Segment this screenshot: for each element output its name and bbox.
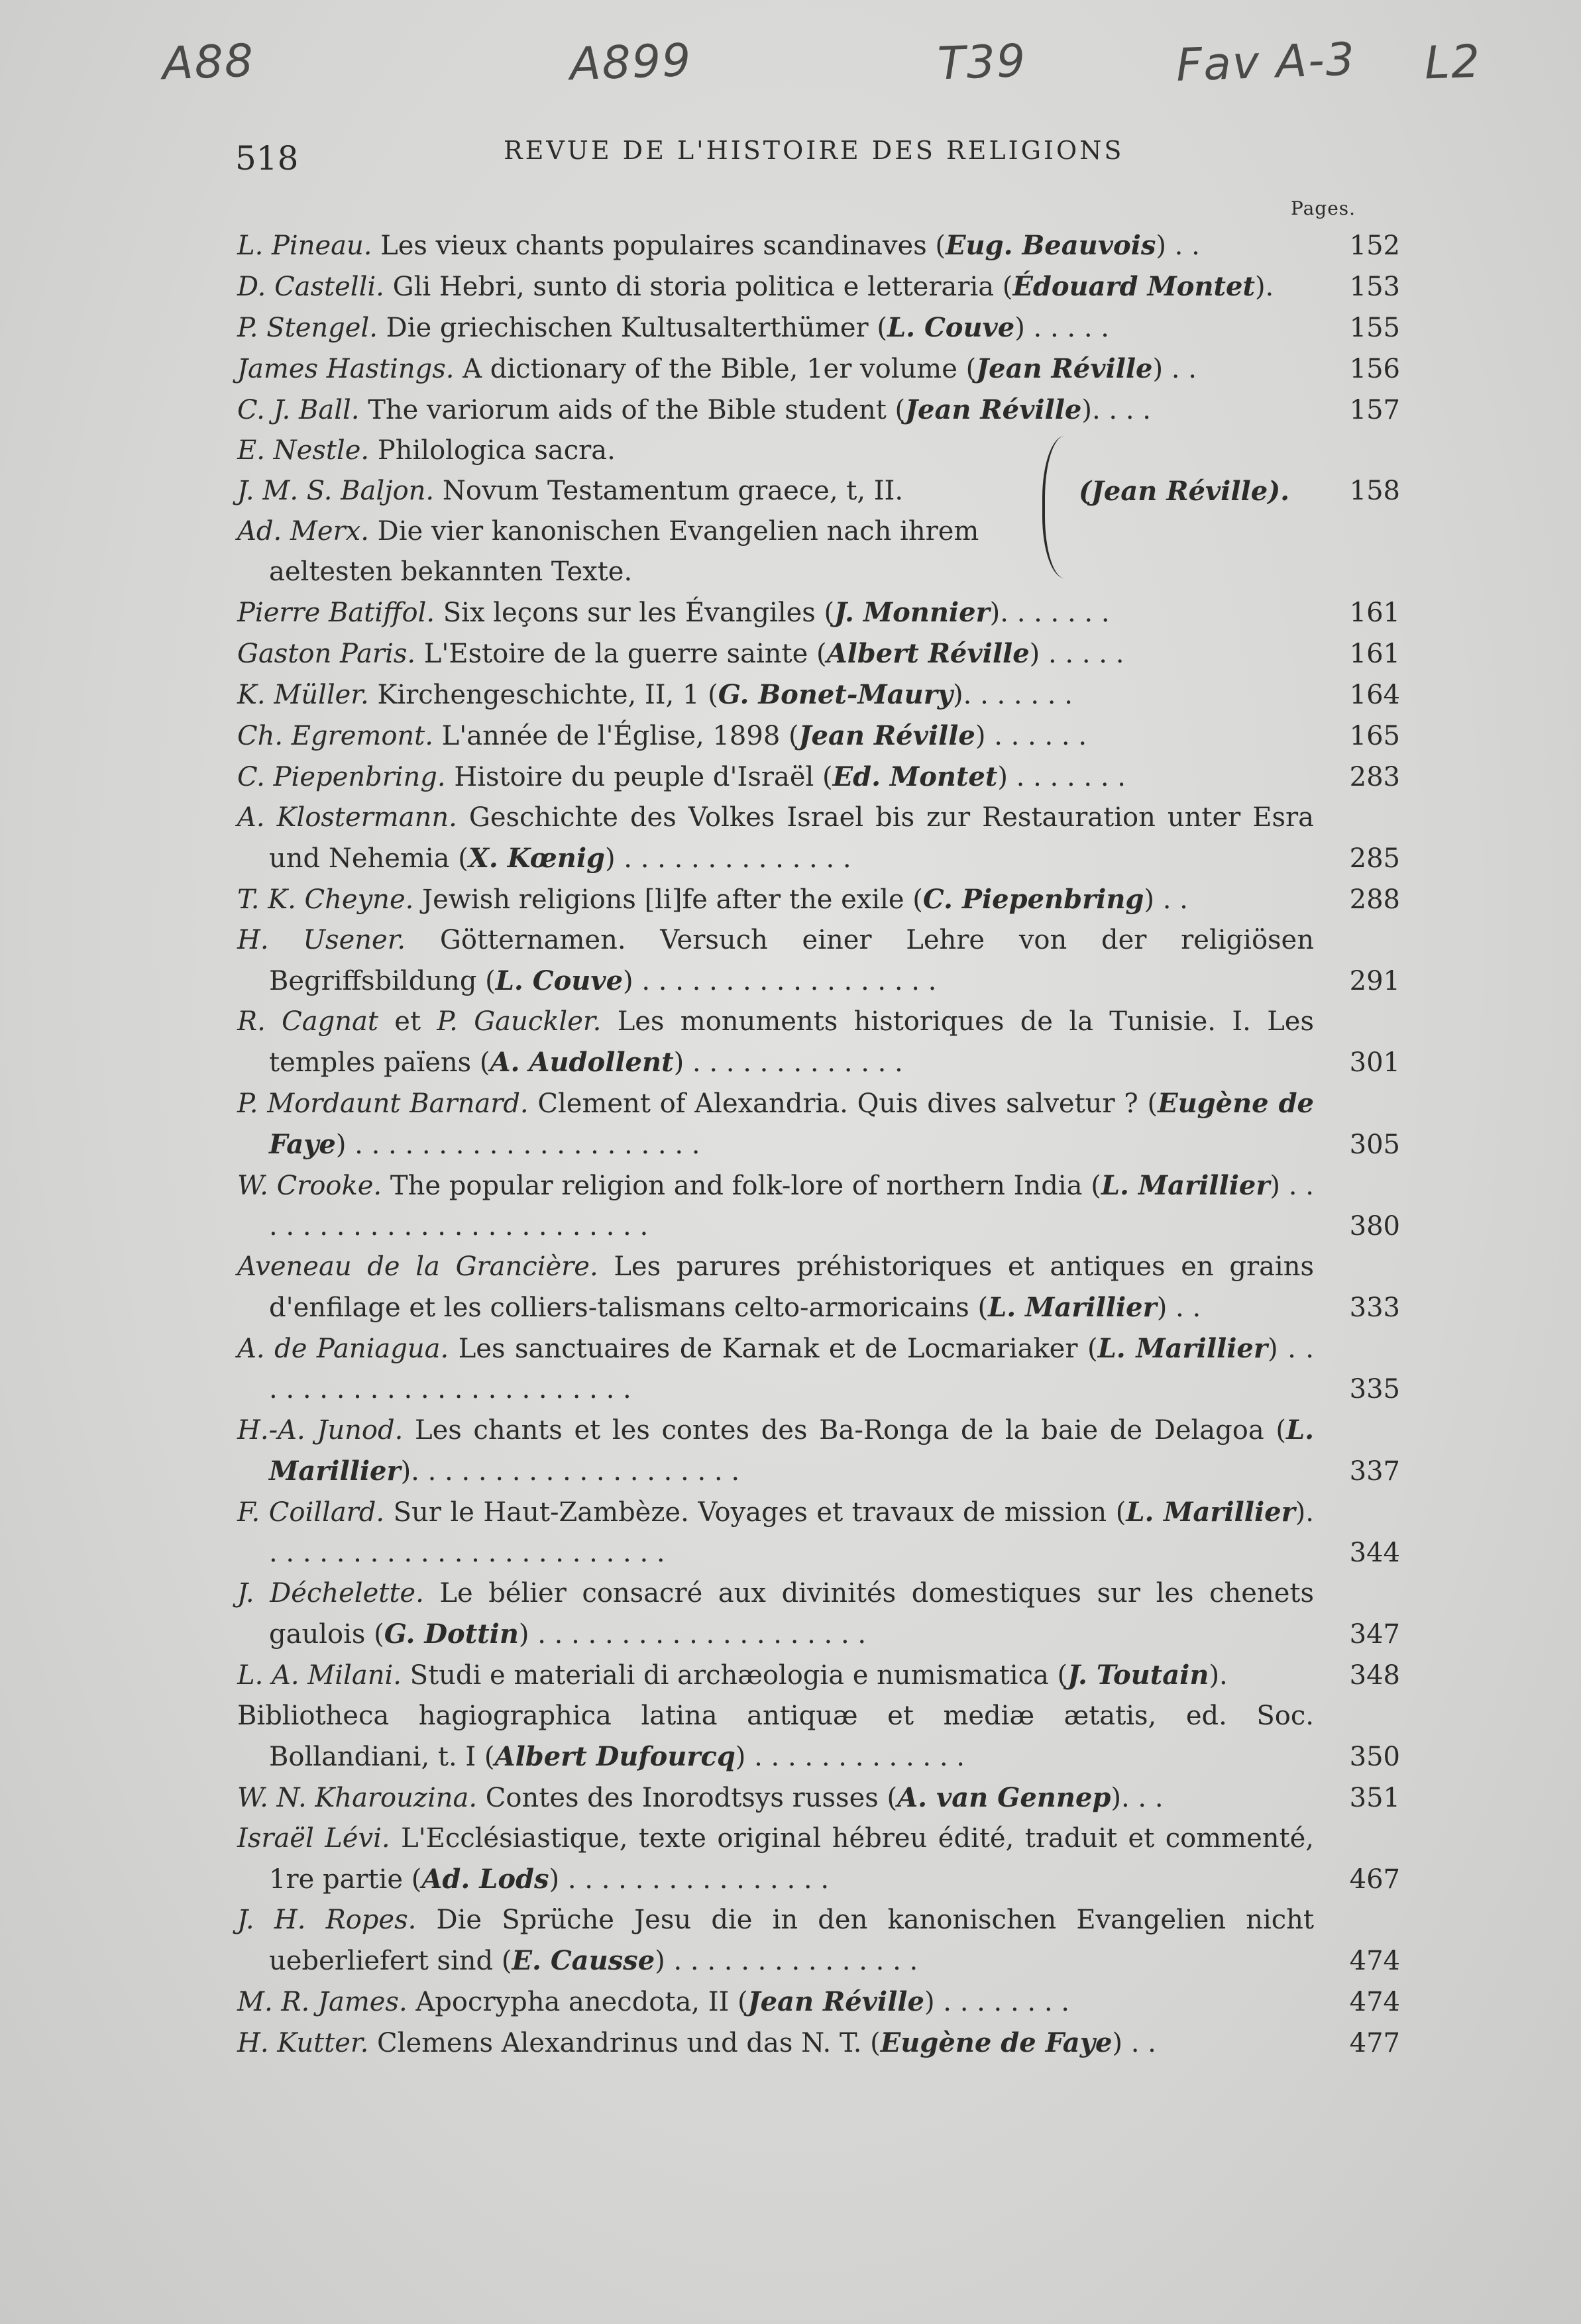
entry-title: Clement of Alexandria. Quis dives salvetur ? ( bbox=[528, 1088, 1158, 1119]
entry-title: Bibliotheca hagiographica latina antiquæ et mediæ ætatis, ed. Soc. Bollandiani, t. I ( bbox=[237, 1701, 1314, 1772]
entry-page-number: 305 bbox=[1349, 1130, 1400, 1160]
entry-leader: ). . . . . . . bbox=[953, 680, 1073, 710]
entry-title: Geschichte des Volkes Israel bis zur Restauration unter Esra und Nehemia ( bbox=[269, 802, 1315, 874]
entry-reviewer: Jean Réville bbox=[905, 394, 1082, 425]
entries-block-1 bbox=[237, 225, 1400, 431]
index-entry bbox=[237, 757, 1400, 798]
index-entry bbox=[237, 715, 1400, 757]
entry-title: Philologica sacra. bbox=[369, 435, 616, 466]
entry-leader: ). bbox=[1254, 272, 1274, 302]
entry-reviewer: L. Marillier bbox=[269, 1414, 1314, 1487]
entry-author: Pierre Batiffol. bbox=[237, 598, 435, 628]
entry-leader: ). . . . . . . bbox=[989, 598, 1110, 628]
index-entry bbox=[237, 307, 1400, 348]
entry-author: E. Nestle. bbox=[237, 435, 370, 466]
entry-author: P. Mordaunt Barnard. bbox=[237, 1088, 529, 1119]
index-entry bbox=[237, 1696, 1400, 1777]
entry-title: et bbox=[378, 1006, 437, 1037]
entry-title: Contes des Inorodtsys russes ( bbox=[477, 1783, 898, 1813]
entry-page-number: 347 bbox=[1349, 1619, 1400, 1650]
entry-leader: ) . . . . . . . . . . . . . . bbox=[604, 843, 851, 874]
index-entry bbox=[237, 674, 1400, 715]
entry-title: Les sanctuaires de Karnak et de Locmariaker ( bbox=[449, 1334, 1098, 1364]
entry-reviewer: Albert Dufourcq bbox=[494, 1741, 736, 1772]
entry-author: P. Stengel. bbox=[237, 313, 378, 343]
entry-author: James Hastings. bbox=[237, 354, 455, 384]
grouped-entry-page: 158 bbox=[1349, 476, 1400, 506]
entry-page-number: 165 bbox=[1349, 721, 1400, 751]
entry-text bbox=[237, 1492, 1400, 1573]
entry-leader: ) . . . . . . . . . . . . . . . . . . . . . . . . . bbox=[269, 1171, 1314, 1241]
entry-reviewer: L. Couve bbox=[887, 312, 1015, 343]
entry-page-number: 164 bbox=[1349, 680, 1400, 710]
entry-page-number: 380 bbox=[1349, 1211, 1400, 1241]
entry-text bbox=[237, 266, 1400, 307]
entry-title: Die Sprüche Jesu die in den kanonischen Evangelien nicht ueberliefert sind ( bbox=[269, 1905, 1314, 1976]
entry-page-number: 153 bbox=[1349, 272, 1400, 302]
entry-page-number: 350 bbox=[1349, 1742, 1400, 1772]
entry-page-number: 474 bbox=[1349, 1987, 1400, 2017]
entry-title: Studi e materiali di archæologia e numismatica ( bbox=[401, 1660, 1068, 1691]
entry-author: L. Pineau. bbox=[237, 231, 372, 261]
entry-reviewer: Eug. Beauvois bbox=[946, 230, 1156, 261]
entry-leader: ) . . . . . . . . bbox=[924, 1987, 1069, 2017]
entry-title: Sur le Haut-Zambèze. Voyages et travaux de mission ( bbox=[384, 1497, 1126, 1528]
entry-title: Les vieux chants populaires scandinaves ( bbox=[372, 231, 946, 261]
entry-leader: ). . . bbox=[1111, 1783, 1164, 1813]
entry-leader: ) . . . . . . . . . . . . . . . . bbox=[549, 1864, 830, 1895]
entry-page-number: 161 bbox=[1349, 639, 1400, 669]
entry-text bbox=[237, 798, 1400, 879]
entry-title: Novum Testamentum graece, t, II. bbox=[434, 476, 904, 506]
entry-author: C. J. Ball. bbox=[237, 395, 360, 425]
entry-page-number: 157 bbox=[1349, 395, 1400, 425]
index-entry bbox=[237, 266, 1400, 307]
entry-author: L. A. Milani. bbox=[237, 1660, 402, 1691]
entry-leader: ) . . . . . bbox=[1029, 639, 1124, 669]
entry-reviewer: L. Couve bbox=[495, 965, 624, 996]
entry-leader: ) . . . . . . . . . . . . . . . . . . bbox=[623, 966, 937, 996]
grouped-entry-line bbox=[237, 431, 1032, 471]
entry-leader: ) . . . . . . . . . . . . . . . bbox=[655, 1946, 918, 1976]
entry-text bbox=[237, 2023, 1400, 2064]
index-entry bbox=[237, 1410, 1400, 1492]
entry-text bbox=[237, 1247, 1400, 1328]
entry-page-number: 337 bbox=[1349, 1456, 1400, 1487]
pages-column-label: Pages. bbox=[1291, 197, 1356, 219]
entry-title: L'Estoire de la guerre sainte ( bbox=[415, 639, 827, 669]
entry-reviewer: C. Piepenbring bbox=[922, 884, 1144, 915]
entry-author: A. Klostermann. bbox=[237, 802, 457, 833]
entry-author: W. N. Kharouzina. bbox=[237, 1783, 478, 1813]
index-entry bbox=[237, 2023, 1400, 2064]
entry-page-number: 348 bbox=[1349, 1660, 1400, 1691]
entry-reviewer: J. Toutain bbox=[1067, 1660, 1209, 1691]
entry-reviewer: G. Dottin bbox=[384, 1618, 519, 1650]
entry-reviewer: J. Monnier bbox=[834, 597, 990, 628]
entry-page-number: 285 bbox=[1349, 843, 1400, 874]
entry-text bbox=[237, 920, 1400, 1002]
grouped-entry bbox=[237, 431, 1400, 592]
entry-reviewer: Ed. Montet bbox=[832, 761, 998, 792]
review-index-list bbox=[237, 225, 1400, 2064]
index-entry bbox=[237, 1573, 1400, 1655]
entry-title: Le bélier consacré aux divinités domestiques sur les chenets gaulois ( bbox=[269, 1578, 1315, 1650]
index-entry bbox=[237, 1819, 1400, 1900]
entry-title: Apocrypha anecdota, II ( bbox=[407, 1987, 748, 2017]
entry-text bbox=[237, 633, 1400, 674]
entry-author: Aveneau de la Grancière. bbox=[237, 1251, 598, 1282]
entry-text bbox=[237, 879, 1400, 920]
grouped-entry-reviewer: (Jean Réville). bbox=[1079, 476, 1290, 507]
entry-page-number: 156 bbox=[1349, 354, 1400, 384]
index-entry bbox=[237, 348, 1400, 390]
entries-block-2 bbox=[237, 592, 1400, 2064]
index-entry bbox=[237, 1328, 1400, 1410]
index-entry bbox=[237, 1247, 1400, 1328]
entry-leader: ) . . . . . . . . . . . . . bbox=[673, 1047, 903, 1078]
index-entry bbox=[237, 1083, 1400, 1165]
entry-leader: ) . . . . . . . . . . . . . . . . . . . . bbox=[518, 1619, 867, 1650]
handwritten-note-5: L2 bbox=[1423, 35, 1482, 90]
entry-text bbox=[237, 348, 1400, 390]
index-entry bbox=[237, 1981, 1400, 2023]
entry-text bbox=[237, 225, 1400, 266]
entry-text bbox=[237, 1900, 1400, 1981]
entry-leader: ). . . . . . . . . . . . . . . . . . . . . . . . . bbox=[269, 1497, 1314, 1568]
entry-text bbox=[237, 1002, 1400, 1083]
index-entry bbox=[237, 798, 1400, 879]
entry-text bbox=[237, 1696, 1400, 1777]
entry-reviewer: L. Marillier bbox=[1126, 1497, 1295, 1528]
handwritten-note-4: Fav A-3 bbox=[1175, 33, 1357, 92]
entry-title: aeltesten bekannten Texte. bbox=[269, 556, 633, 587]
entry-reviewer: Ad. Lods bbox=[421, 1864, 549, 1895]
entry-author: J. Déchelette. bbox=[237, 1578, 424, 1609]
entry-author: W. Crooke. bbox=[237, 1171, 382, 1201]
entry-page-number: 335 bbox=[1349, 1374, 1400, 1404]
entry-text bbox=[237, 307, 1400, 348]
entry-title: L'Ecclésiastique, texte original hébreu édité, traduit et commenté, 1re partie ( bbox=[269, 1823, 1315, 1895]
entry-reviewer: Édouard Montet bbox=[1012, 271, 1255, 302]
entry-title: Die vier kanonischen Evangelien nach ihrem bbox=[368, 516, 979, 547]
entry-title: The variorum aids of the Bible student ( bbox=[359, 395, 906, 425]
entry-reviewer: Albert Réville bbox=[826, 638, 1030, 669]
entry-author: Ch. Egremont. bbox=[237, 721, 433, 751]
handwritten-note-1: A88 bbox=[161, 34, 256, 91]
entry-reviewer: A. Audollent bbox=[490, 1047, 674, 1078]
handwritten-note-2: A899 bbox=[569, 34, 693, 91]
entry-title: Jewish religions [li]fe after the exile ( bbox=[413, 884, 923, 915]
entry-text bbox=[237, 1083, 1400, 1165]
entry-reviewer: Jean Réville bbox=[798, 720, 975, 751]
entry-page-number: 301 bbox=[1349, 1047, 1400, 1078]
entry-page-number: 474 bbox=[1349, 1946, 1400, 1976]
entry-author: H. Usener. bbox=[237, 925, 406, 955]
curly-brace-icon bbox=[1042, 436, 1065, 578]
entry-reviewer: E. Causse bbox=[512, 1945, 655, 1976]
entry-reviewer: Eugène de Faye bbox=[880, 2027, 1113, 2058]
entry-reviewer: L. Marillier bbox=[988, 1292, 1157, 1323]
entry-reviewer: Eugène de Faye bbox=[269, 1088, 1315, 1160]
entry-title: The popular religion and folk-lore of northern India ( bbox=[382, 1171, 1101, 1201]
entry-title: L'année de l'Église, 1898 ( bbox=[433, 721, 799, 751]
entry-title: A dictionary of the Bible, 1er volume ( bbox=[454, 354, 977, 384]
entry-text bbox=[237, 715, 1400, 757]
index-entry bbox=[237, 920, 1400, 1002]
entry-leader: ). . . . bbox=[1081, 395, 1151, 425]
entry-author: H. Kutter. bbox=[237, 2028, 369, 2058]
index-entry bbox=[237, 1492, 1400, 1573]
running-title: REVUE DE L'HISTOIRE DES RELIGIONS bbox=[504, 136, 1124, 165]
entry-leader: ) . . . . . bbox=[1014, 313, 1109, 343]
index-entry bbox=[237, 1900, 1400, 1981]
entry-author: Gaston Paris. bbox=[237, 639, 416, 669]
entry-leader: ) . . . . . . . . . . . . . . . . . . . . . . . . bbox=[269, 1334, 1315, 1404]
entry-leader: ) . . bbox=[1156, 1293, 1201, 1323]
entry-reviewer: L. Marillier bbox=[1101, 1170, 1270, 1201]
index-entry bbox=[237, 592, 1400, 633]
entry-reviewer: Jean Réville bbox=[976, 353, 1153, 384]
grouped-entry-line bbox=[237, 471, 1032, 511]
entry-title: Six leçons sur les Évangiles ( bbox=[435, 598, 835, 628]
entry-page-number: 333 bbox=[1349, 1293, 1400, 1323]
entry-title: Kirchengeschichte, II, 1 ( bbox=[368, 680, 718, 710]
entry-leader: ) . . . . . . . . . . . . . bbox=[735, 1742, 965, 1772]
entry-author: H.-A. Junod. bbox=[237, 1415, 404, 1446]
entry-text bbox=[237, 1819, 1400, 1900]
entry-text bbox=[237, 1328, 1400, 1410]
entry-text bbox=[237, 1655, 1400, 1696]
entry-text bbox=[237, 1165, 1400, 1247]
handwritten-note-3: T39 bbox=[936, 34, 1028, 91]
page-number: 518 bbox=[235, 139, 299, 178]
entry-page-number: 161 bbox=[1349, 598, 1400, 628]
entry-reviewer: X. Kœnig bbox=[468, 843, 605, 874]
entry-title: Histoire du peuple d'Israël ( bbox=[445, 762, 833, 792]
entry-text bbox=[237, 674, 1400, 715]
entry-author: C. Piepenbring. bbox=[237, 762, 446, 792]
entry-page-number: 291 bbox=[1349, 966, 1400, 996]
index-entry bbox=[237, 1002, 1400, 1083]
entry-author: A. de Paniagua. bbox=[237, 1334, 449, 1364]
entry-author: J. M. S. Baljon. bbox=[237, 476, 435, 506]
entry-author: K. Müller. bbox=[237, 680, 369, 710]
index-entry bbox=[237, 1655, 1400, 1696]
entry-reviewer: L. Marillier bbox=[1097, 1333, 1268, 1364]
index-entry bbox=[237, 225, 1400, 266]
grouped-entry-line bbox=[237, 552, 1032, 592]
entry-text bbox=[237, 592, 1400, 633]
entry-reviewer: A. van Gennep bbox=[897, 1782, 1111, 1813]
entry-leader: ). bbox=[1209, 1660, 1228, 1691]
entry-text bbox=[237, 1777, 1400, 1819]
entry-author: T. K. Cheyne. bbox=[237, 884, 414, 915]
entry-text bbox=[237, 757, 1400, 798]
entry-page-number: 155 bbox=[1349, 313, 1400, 343]
entry-reviewer: Jean Réville bbox=[747, 1986, 924, 2017]
entry-leader: ) . . . . . . . bbox=[997, 762, 1126, 792]
entry-leader: ) . . bbox=[1156, 231, 1200, 261]
entry-author: Israël Lévi. bbox=[237, 1823, 390, 1854]
entry-text bbox=[237, 390, 1400, 431]
entry-author: Ad. Merx. bbox=[237, 516, 369, 547]
entry-leader: ) . . bbox=[1112, 2028, 1156, 2058]
entry-author: P. Gauckler. bbox=[437, 1006, 602, 1037]
index-entry bbox=[237, 879, 1400, 920]
entry-title: Gli Hebri, sunto di storia politica e letteraria ( bbox=[384, 272, 1013, 302]
index-entry bbox=[237, 633, 1400, 674]
index-entry bbox=[237, 1777, 1400, 1819]
index-entry bbox=[237, 1165, 1400, 1247]
entry-page-number: 351 bbox=[1349, 1783, 1400, 1813]
entry-title: Götternamen. Versuch einer Lehre von der religiösen Begriffsbildung ( bbox=[269, 925, 1314, 996]
entry-title: Clemens Alexandrinus und das N. T. ( bbox=[368, 2028, 881, 2058]
entry-author: J. H. Ropes. bbox=[237, 1905, 417, 1935]
entry-title: Les chants et les contes des Ba-Ronga de la baie de Delagoa ( bbox=[403, 1415, 1286, 1446]
entry-reviewer: G. Bonet-Maury bbox=[718, 679, 954, 710]
entry-page-number: 283 bbox=[1349, 762, 1400, 792]
entry-author: D. Castelli. bbox=[237, 272, 384, 302]
entry-author: F. Coillard. bbox=[237, 1497, 385, 1528]
entry-leader: ) . . . . . . bbox=[975, 721, 1087, 751]
entry-text bbox=[237, 1410, 1400, 1492]
entry-leader: ) . . bbox=[1152, 354, 1197, 384]
entry-title: Les monuments historiques de la Tunisie. I. Les temples païens ( bbox=[269, 1006, 1314, 1078]
entry-leader: ) . . . . . . . . . . . . . . . . . . . . . bbox=[335, 1130, 700, 1160]
index-entry bbox=[237, 390, 1400, 431]
entry-page-number: 288 bbox=[1349, 884, 1400, 915]
entry-page-number: 467 bbox=[1349, 1864, 1400, 1895]
grouped-entry-lines bbox=[237, 431, 1032, 592]
entry-leader: ). . . . . . . . . . . . . . . . . . . . bbox=[400, 1456, 740, 1487]
entry-text bbox=[237, 1981, 1400, 2023]
entry-text bbox=[237, 1573, 1400, 1655]
entry-page-number: 152 bbox=[1349, 231, 1400, 261]
entry-author: M. R. James. bbox=[237, 1987, 408, 2017]
entry-page-number: 477 bbox=[1349, 2028, 1400, 2058]
entry-author: R. Cagnat bbox=[237, 1006, 378, 1037]
entry-leader: ) . . bbox=[1144, 884, 1188, 915]
entry-title: Die griechischen Kultusalterthümer ( bbox=[377, 313, 887, 343]
entry-title: Les parures préhistoriques et antiques en grains d'enfilage et les colliers-talismans celto-armoricains ( bbox=[269, 1251, 1315, 1323]
entry-page-number: 344 bbox=[1349, 1538, 1400, 1568]
grouped-entry-line bbox=[237, 511, 1032, 552]
